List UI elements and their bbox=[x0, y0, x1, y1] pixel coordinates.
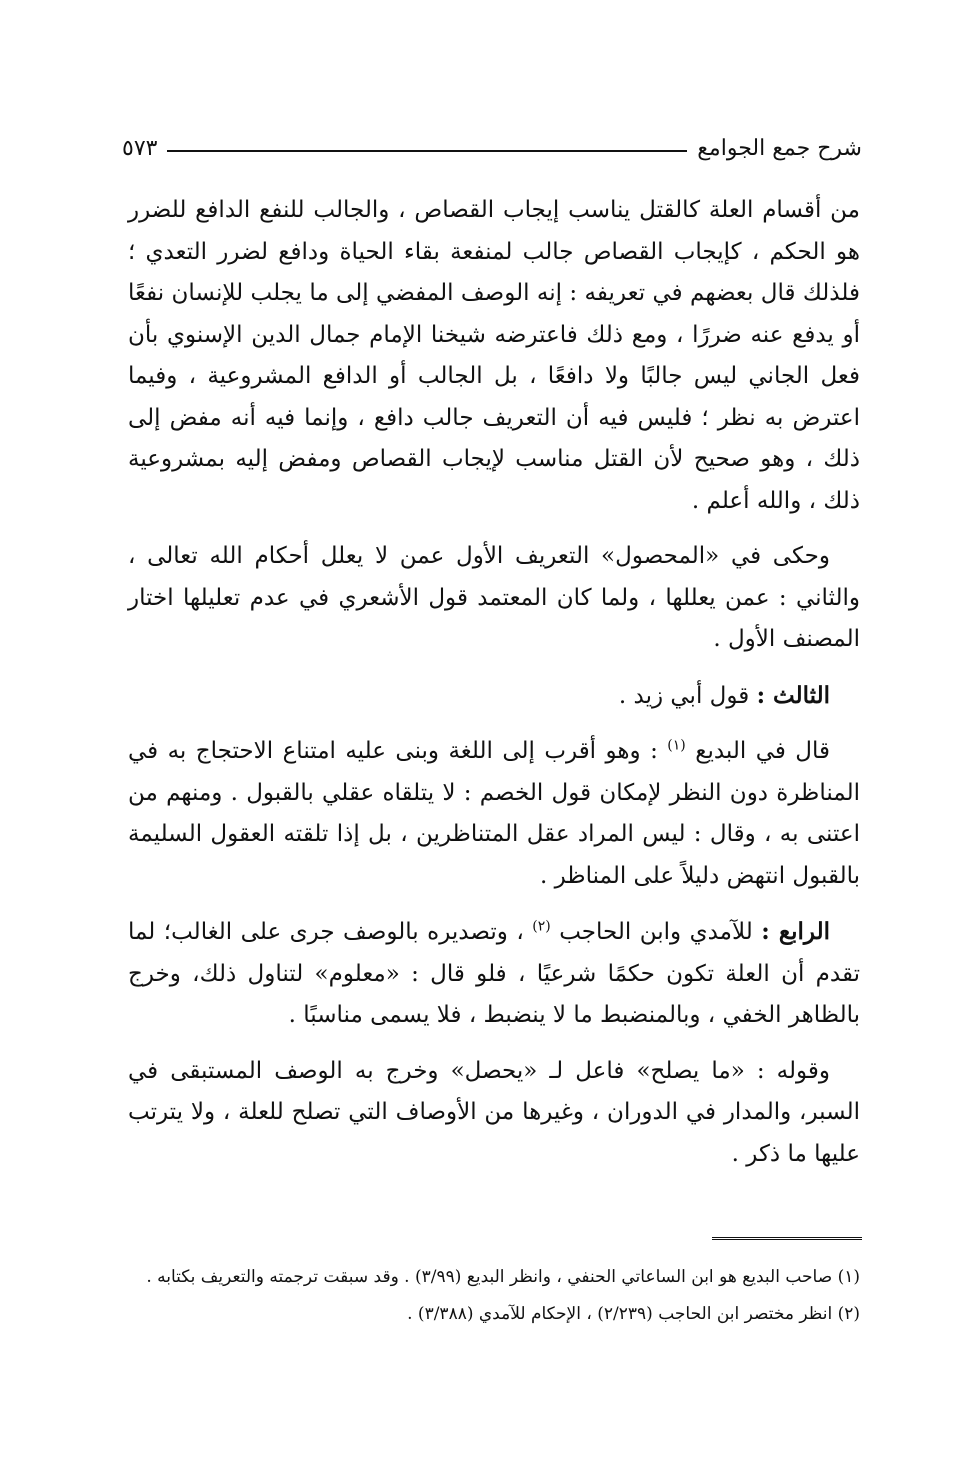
page-number: ٥٧٣ bbox=[122, 135, 158, 161]
paragraph-4-start: قال في البديع bbox=[695, 738, 831, 764]
running-title: شرح جمع الجوامع bbox=[697, 135, 862, 161]
paragraph-5-rest: ، وتصديره بالوصف جرى على الغالب؛ لما تقدم أن العلة تكون حكمًا شرعيًا ، فلو قال : «معلوم» لتناول ذلك، وخرج بالظاهر الخفي ، وبالمنضبط ما لا ينضبط ، فلا يسمى مناسبًا . bbox=[128, 919, 860, 1028]
paragraph-3 bbox=[128, 675, 860, 718]
section-label-third: الثالث : bbox=[756, 681, 830, 709]
footnote-separator bbox=[712, 1237, 862, 1240]
paragraph-1: من أقسام العلة كالقتل يناسب إيجاب القصاص ، والجالب للنفع الدافع للضرر هو الحكم ، كإيجاب القصاص جالب لمنفعة بقاء الحياة ودافع لضرر التعدي ؛ فلذلك قال بعضهم في تعريفه : إنه الوصف المفضي إلى ما يجلب للإنسان نفعًا أو يدفع عنه ضررًا ، ومع ذلك فاعترضه شيخنا الإمام جمال الدين الإسنوي بأن فعل الجاني ليس جالبًا ولا دافعًا ، بل الجالب أو الدافع المشروعية ، وفيما اعترض به نظر ؛ فليس فيه أن التعريف جالب دافع ، وإنما فيه أنه مفض إلى ذلك ، وهو صحيح لأن القتل مناسب لإيجاب القصاص ومفض إليه بمشروعية ذلك ، والله أعلم . bbox=[128, 197, 860, 514]
footnote-1: (١) صاحب البديع هو ابن الساعاتي الحنفي ، وانظر البديع (٣/٩٩) . وقد سبقت ترجمته والتعريف بكتابه . bbox=[146, 1267, 860, 1287]
footnote-2: (٢) انظر مختصر ابن الحاجب (٢/٢٣٩) ، الإحكام للآمدي (٣/٣٨٨) . bbox=[407, 1304, 860, 1324]
footnote-ref-1[interactable]: (١) bbox=[667, 737, 686, 754]
paragraph-4 bbox=[128, 731, 860, 897]
paragraph-5-start: للآمدي وابن الحاجب bbox=[559, 919, 753, 945]
main-text bbox=[128, 190, 860, 1189]
paragraph-2: وحكى في «المحصول» التعريف الأول عمن لا يعلل أحكام الله تعالى ، والثاني : عمن يعللها ، ولما كان المعتمد قول الأشعري في عدم تعليلها اختار المصنف الأول . bbox=[128, 543, 860, 652]
page-header bbox=[122, 128, 862, 168]
paragraph-6: وقوله : «ما يصلح» فاعل لـ «يحصل» وخرج به الوصف المستبقى في السبر، والمدار في الدوران ، وغيرها من الأوصاف التي تصلح للعلة ، ولا يترتب عليها ما ذكر . bbox=[128, 1057, 860, 1167]
section-label-fourth: الرابع : bbox=[761, 918, 831, 945]
footnotes bbox=[128, 1262, 860, 1336]
paragraph-5 bbox=[128, 911, 860, 1037]
header-rule bbox=[167, 150, 687, 152]
paragraph-3-text: قول أبي زيد . bbox=[618, 682, 750, 709]
paragraph-4-rest: : وهو أقرب إلى اللغة وبنى عليه امتناع الاحتجاج به في المناظرة دون النظر لإمكان قول الخصم : لا يتلقاه عقلي بالقبول . ومنهم من اعتنى به ، وقال : ليس المراد عقل المتناظرين ، بل إذا تلقته العقول السليمة بالقبول انتهض دليلاً على المناظر . bbox=[128, 738, 860, 889]
footnote-ref-2[interactable]: (٢) bbox=[532, 918, 551, 935]
